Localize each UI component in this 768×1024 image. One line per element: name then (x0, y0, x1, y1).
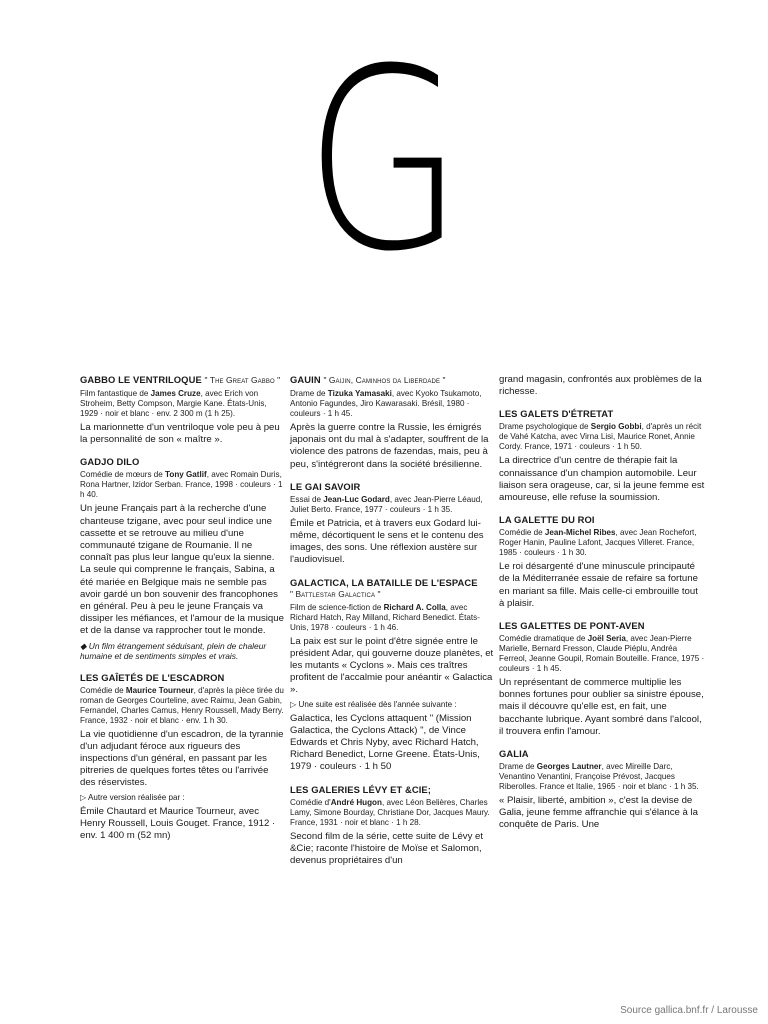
entry-title: LES GAÎETÉS DE L'ESCADRON (80, 671, 225, 683)
genre: Drame de (290, 389, 328, 398)
credits: , avec Erich von Stroheim, Betty Compson, Margie Kane. États-Unis, 1929 · noir et blanc · env. 2 300 m (1 h 25). (80, 389, 267, 418)
genre: Comédie de mœurs de (80, 470, 166, 480)
synopsis: Second film de la série, cette suite de Lévy et &Cie; raconte l'histoire de Moïse et Salomon, devenus propriétaires d'un (290, 830, 484, 867)
entry-meta (290, 798, 496, 828)
genre: Comédie d' (290, 797, 331, 807)
credits: , d'après la pièce tirée du roman de Georges Courteline, avec Raimu, Jean Gabin, Fernandel, Charles Camus, Henry Roussell, Mady Berry. France, 1932 · noir et blanc · env. 1 h 30. (80, 685, 284, 725)
entry-title: LES GALETTES DE PONT-AVEN (499, 620, 645, 632)
source-credit: Source gallica.bnf.fr / Larousse (620, 1005, 758, 1016)
column-1 (80, 374, 286, 852)
entry-gai-savoir (290, 481, 496, 567)
entry-galette-du-roi (499, 514, 705, 610)
original-title: " Gaijin, Caminhos da Liberdade " (323, 375, 446, 385)
synopsis: Un représentant de commerce multiplie les bonnes fortunes pour oublier sa sinistre épouse, mais il découvre qu'elle est, en fait, une bacchante lubrique. Ayant sombré dans l'alcool, il trouvera enfin l'amour. (499, 677, 704, 737)
entry-title: LE GAI SAVOIR (290, 480, 361, 492)
director: Tony Gatlif (165, 470, 207, 480)
entry-title (80, 374, 286, 386)
synopsis: « Plaisir, liberté, ambition », c'est la devise de Galia, jeune femme affranchie qui s'élance à la conquête de Paris. Une (499, 795, 698, 831)
entry-meta (290, 495, 496, 515)
genre: Comédie de (80, 685, 126, 695)
entry-gabbo (80, 374, 286, 446)
credits: , avec Jean-Pierre Marielle, Bernard Fresson, Claude Piéplu, Andréa Ferreol, Jeanne Goupil, Romain Bouteille. France, 1975 · couleurs · 1 h 45. (499, 634, 705, 674)
entry-gadjo-dilo (80, 456, 286, 661)
entry-continuation (499, 374, 705, 398)
director: Maurice Tourneur (125, 685, 194, 695)
critic-note: ◆ Un film étrangement séduisant, plein de chaleur humaine et de sentiments simples et vrais. (80, 640, 267, 662)
synopsis: Le roi désargenté d'une minuscule principauté de la Méditerranée essaie de refaire sa fortune en mariant sa fille. Mais celle-ci embrouille tout à plaisir. (499, 561, 698, 609)
original-title: " The Great Gabbo " (204, 375, 281, 385)
genre: Comédie dramatique de (499, 634, 588, 644)
title-text: GABBO LE VENTRILOQUE (80, 374, 202, 385)
director: James Cruze (150, 389, 201, 398)
director: Sergio Gobbi (590, 422, 642, 432)
entry-title: LES GALETS D'ÉTRETAT (499, 408, 614, 420)
other-version-text: Émile Chautard et Maurice Tourneur, avec Henry Roussell, Louis Gouget. France, 1912 · env. 1 400 m (52 mn) (80, 805, 276, 842)
director: Jean-Luc Godard (323, 494, 390, 504)
genre: Film fantastique de (80, 389, 151, 398)
entry-galeries-levy (290, 784, 496, 868)
entry-title: GALIA (499, 748, 529, 760)
director: Richard A. Colla (383, 602, 446, 612)
director: Joël Seria (587, 634, 626, 644)
credits: , avec Kyoko Tsukamoto, Antonio Fagundes, Jiro Kawarasaki. Brésil, 1980 · couleurs · 1 h 45. (290, 389, 482, 418)
synopsis: La marionnette d'un ventriloque vole peu à peu la personnalité de son « maître ». (80, 422, 280, 446)
entry-meta (499, 528, 705, 558)
genre: Film de science-fiction de (290, 602, 384, 612)
entry-title: GADJO DILO (80, 456, 140, 468)
credits: , avec Mireille Darc, Venantino Venantini, Françoise Prévost, Jacques Riberolles. France et Italie, 1965 · noir et blanc · 1 h 35. (499, 762, 699, 792)
column-3 (499, 374, 705, 842)
entry-galettes-pont-aven (499, 620, 705, 738)
synopsis-continued: grand magasin, confrontés aux problèmes de la richesse. (499, 374, 702, 398)
synopsis: La paix est sur le point d'être signée entre le président Adar, qui gouverne douze planètes, et les mutants « Cyclons ». Mais ces traîtres profitent de l'accalmie pour anéantir « Galactica ». (290, 635, 494, 696)
entry-title (290, 577, 496, 600)
sequel-text: Galactica, les Cyclons attaquent " (Mission Galactica, the Cyclons Attack) ", de Vince Edwards et Chris Nyby, avec Richard Hatch, Richard Benedict, Lorne Greene. États-Unis, 1979 · couleurs · 1 h 50 (290, 712, 480, 773)
genre: Essai de (290, 494, 324, 504)
entry-meta (80, 686, 286, 726)
genre: Comédie de (499, 528, 545, 538)
synopsis: La vie quotidienne d'un escadron, de la tyrannie d'un adjudant féroce aux rigueurs des inspections d'un général, en passant par les pitreries de quelques fortes têtes ou l'arrivée des réservistes. (80, 728, 284, 789)
credits: , d'après un récit de Vahé Katcha, avec Virna Lisi, Maurice Ronet, Annie Cordy. France, 1971 · couleurs · 1 h 50. (499, 422, 702, 452)
synopsis: Émile et Patricia, et à travers eux Godard lui-même, décortiquent le sens et le contenu des images, des sons. Une réflexion austère sur l'audiovisuel. (290, 517, 484, 566)
entry-title (290, 374, 496, 386)
entry-meta (499, 762, 705, 792)
sequel-label: ▷ Une suite est réalisée dès l'année suivante : (290, 699, 457, 709)
credits: , avec Jean-Pierre Léaud, Juliet Berto. France, 1977 · couleurs · 1 h 35. (290, 494, 483, 514)
other-version-label: ▷ Autre version réalisée par : (80, 792, 185, 802)
genre: Drame de (499, 762, 537, 772)
director: Tizuka Yamasaki (327, 389, 392, 398)
credits: , avec Romain Duris, Rona Hartner, Izidor Serban. France, 1998 · couleurs · 1 h 40. (80, 470, 283, 500)
title-text: GAUIN (290, 374, 321, 385)
synopsis: Après la guerre contre la Russie, les émigrés japonais ont du mal à s'adapter, souffrent de la violence des patrons de fazendas, mais, peu à peu, s'intégreront dans la société brésilienne. (290, 422, 489, 470)
credits: , avec Jean Rochefort, Roger Hanin, Pauline Lafont, Jacques Villeret. France, 1985 · couleurs · 1 h 30. (499, 528, 697, 558)
entry-meta (499, 634, 705, 674)
entry-meta (290, 603, 496, 633)
entry-galia (499, 748, 705, 832)
entry-galets-etretat (499, 408, 705, 504)
entry-meta (499, 422, 705, 452)
entry-meta (80, 470, 286, 500)
column-2 (290, 374, 496, 877)
entry-title: LA GALETTE DU ROI (499, 514, 595, 526)
entry-gaietes (80, 672, 286, 843)
original-title: " Battlestar Galactica " (290, 588, 381, 599)
credits: , avec Richard Hatch, Ray Milland, Richard Benedict. États-Unis, 1978 · couleurs · 1 h 46. (290, 602, 480, 632)
entry-gauin (290, 374, 496, 471)
credits: , avec Léon Belières, Charles Lamy, Simone Bourday, Christiane Dor, Jacques Maury. France, 1931 · noir et blanc · 1 h 28. (290, 797, 490, 827)
entry-title: LES GALERIES LÉVY ET &CIE; (290, 783, 431, 795)
synopsis: Un jeune Français part à la recherche d'une chanteuse tzigane, avec pour seul indice une cassette et se retrouve au milieu d'une communauté tzigane de Roumanie. Il ne connaît pas plus leur langue qu'eux la sienne. La seule qui comprenne le français, Sabina, a été mariée en Belgique mais ne semble pas avoir gardé un bon souvenir des francophones en général. Peu à peu le jeune Français va dissiper les méfiances, et l'amour de la musique et de la danse va rapprocher tout le monde. (80, 503, 284, 637)
entry-galactica (290, 577, 496, 774)
section-letter: G (304, 15, 464, 306)
title-text: GALACTICA, LA BATAILLE DE L'ESPACE (290, 576, 478, 588)
director: Georges Lautner (536, 762, 602, 772)
entry-meta (290, 389, 496, 419)
director: Jean-Michel Ribes (544, 528, 616, 538)
genre: Drame psychologique de (499, 422, 591, 432)
director: André Hugon (330, 797, 382, 807)
entry-meta (80, 389, 286, 419)
synopsis: La directrice d'un centre de thérapie fait la connaissance d'un champion automobile. Leur liaison sera orageuse, car, si la jeune femme est amoureuse, elle refuse la soumission. (499, 455, 705, 504)
